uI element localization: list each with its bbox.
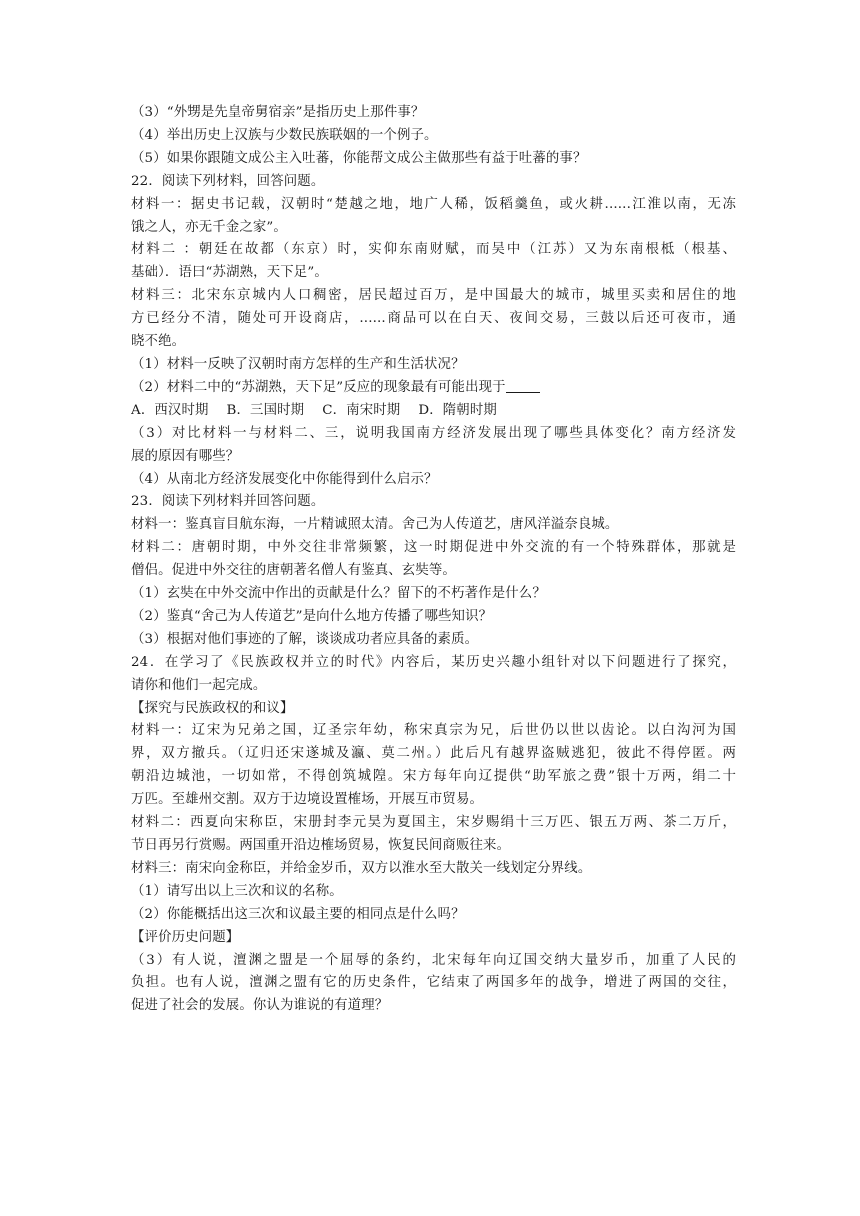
answer-option: D．隋朝时期 <box>418 402 497 418</box>
text-line <box>131 537 736 560</box>
line-text: 万匹。至雄州交割。双方于边境设置榷场，开展互市贸易。 <box>131 792 484 808</box>
text-line <box>131 354 736 377</box>
line-text: （4）从南北方经济发展变化中你能得到什么启示？ <box>131 471 438 487</box>
line-text: （3）根据对他们事迹的了解，谈谈成功者应具备的素质。 <box>131 631 479 647</box>
text-line <box>131 629 736 652</box>
text-line <box>131 698 736 721</box>
text-line <box>131 766 736 789</box>
line-text: 晓不绝。 <box>131 334 186 350</box>
text-line <box>131 217 736 240</box>
line-text: 材料二：西夏向宋称臣，宋册封李元昊为夏国主，宋岁赐绢十三万匹、银五万两、茶二万斤， <box>131 815 736 831</box>
answer-blank[interactable] <box>506 378 540 393</box>
line-text: （2）材料二中的“苏湖熟，天下足”反应的现象最有可能出现于 <box>131 379 506 395</box>
line-text: （2）鉴真“舍己为人传道艺”是向什么地方传播了哪些知识？ <box>131 608 493 624</box>
answer-options <box>131 400 736 423</box>
text-line <box>131 743 736 766</box>
line-text: 僧侣。促进中外交往的唐朝著名僧人有鉴真、玄奘等。 <box>131 563 456 579</box>
line-text: 展的原因有哪些？ <box>131 448 240 464</box>
text-line <box>131 881 736 904</box>
line-text: 材料一：辽宋为兄弟之国，辽圣宗年幼，称宋真宗为兄，后世仍以世以齿论。以白沟河为国 <box>131 723 736 739</box>
line-text: 请你和他们一起完成。 <box>131 677 267 693</box>
line-text: （2）你能概括出这三次和议最主要的相同点是什么吗？ <box>131 906 465 922</box>
text-line <box>131 446 736 469</box>
answer-option: A．西汉时期 <box>131 402 209 418</box>
text-line <box>131 239 736 262</box>
line-text: （1）请写出以上三次和议的名称。 <box>131 883 343 899</box>
text-line <box>131 194 736 217</box>
line-text: 【评价历史问题】 <box>131 929 240 945</box>
line-text: 节日再另行赏赐。两国重开沿边榷场贸易，恢复民间商贩往来。 <box>131 838 511 853</box>
text-line <box>131 606 736 629</box>
text-line <box>131 514 736 537</box>
text-line <box>131 583 736 606</box>
answer-option: B．三国时期 <box>226 402 305 418</box>
line-text: 24．在学习了《民族政权并立的时代》内容后，某历史兴趣小组针对以下问题进行了探究， <box>131 654 736 670</box>
text-line <box>131 858 736 881</box>
text-line <box>131 469 736 492</box>
text-line <box>131 285 736 308</box>
line-text: 材料二：唐朝时期，中外交往非常频繁，这一时期促进中外交流的有一个特殊群体，那就是 <box>131 540 736 556</box>
line-text: 基础）．语曰“苏湖熟，天下足”。 <box>131 265 328 281</box>
text-line <box>131 972 736 995</box>
line-text: 22．阅读下列材料，回答问题。 <box>131 173 325 189</box>
line-text: 界，双方撤兵。（辽归还宋遂城及瀛、莫二州。）此后凡有越界盗贼逃犯，彼此不得停匿。两 <box>131 746 736 762</box>
line-text: 23．阅读下列材料并回答问题。 <box>131 494 325 510</box>
text-line <box>131 331 736 354</box>
text-line <box>131 125 736 148</box>
line-text: 材料三：北宋东京城内人口稠密，居民超过百万，是中国最大的城市，城里买卖和居住的地 <box>131 288 736 304</box>
line-text: （1）玄奘在中外交流中作出的贡献是什么？留下的不朽著作是什么？ <box>131 586 546 602</box>
text-line <box>131 995 736 1018</box>
line-text: （3）“外甥是先皇帝舅宿亲”是指历史上那件事？ <box>131 105 425 120</box>
line-text: 材料二 ：朝廷在故都（东京）时，实仰东南财赋，而吴中（江苏）又为东南根柢（根基、 <box>131 242 736 258</box>
text-line <box>131 262 736 285</box>
text-line <box>131 675 736 698</box>
line-text: 材料一：鉴真盲目航东海，一片精诚照太清。舍己为人传道艺，唐风洋溢奈良城。 <box>131 517 619 533</box>
line-text: （1）材料一反映了汉朝时南方怎样的生产和生活状况？ <box>131 356 465 372</box>
text-line <box>131 720 736 743</box>
text-line <box>131 950 736 973</box>
text-line <box>131 927 736 950</box>
text-line <box>131 835 736 858</box>
line-text: 方已经分不清，随处可开设商店，......商品可以在白天、夜间交易，三鼓以后还可夜市，通 <box>131 311 736 327</box>
line-text: 促进了社会的发展。你认为谁说的有道理？ <box>131 998 389 1014</box>
line-text: 【探究与民族政权的和议】 <box>131 700 294 716</box>
text-line <box>131 789 736 812</box>
text-line <box>131 308 736 331</box>
text-line <box>131 812 736 835</box>
text-line <box>131 904 736 927</box>
text-line <box>131 171 736 194</box>
text-line <box>131 102 736 125</box>
answer-option: C．南宋时期 <box>322 402 401 418</box>
line-text: 朝沿边城池，一切如常，不得创筑城隍。宋方每年向辽提供“助军旅之费”银十万两，绢二十 <box>131 769 736 785</box>
text-line <box>131 560 736 583</box>
text-line <box>131 423 736 446</box>
line-text: （4）举出历史上汉族与少数民族联姻的一个例子。 <box>131 127 438 143</box>
line-text: 材料一：据史书记载，汉朝时“楚越之地，地广人稀，饭稻羹鱼，或火耕......江淮以南，无冻 <box>131 196 736 212</box>
line-text: 负担。也有人说，澶渊之盟有它的历史条件，它结束了两国多年的战争，增进了两国的交往， <box>131 975 736 991</box>
line-text: （3）有人说，澶渊之盟是一个屈辱的条约，北宋每年向辽国交纳大量岁币，加重了人民的 <box>131 952 736 968</box>
text-line <box>131 377 736 400</box>
line-text: 材料三：南宋向金称臣，并给金岁币，双方以淮水至大散关一线划定分界线。 <box>131 860 592 876</box>
text-line <box>131 491 736 514</box>
text-line <box>131 148 736 171</box>
document-body <box>131 102 736 1018</box>
line-text: （5）如果你跟随文成公主入吐蕃，你能帮文成公主做那些有益于吐蕃的事？ <box>131 150 587 166</box>
line-text: （3）对比材料一与材料二、三，说明我国南方经济发展出现了哪些具体变化？南方经济发 <box>131 425 736 441</box>
text-line <box>131 652 736 675</box>
line-text: 饿之人，亦无千金之家”。 <box>131 219 287 235</box>
